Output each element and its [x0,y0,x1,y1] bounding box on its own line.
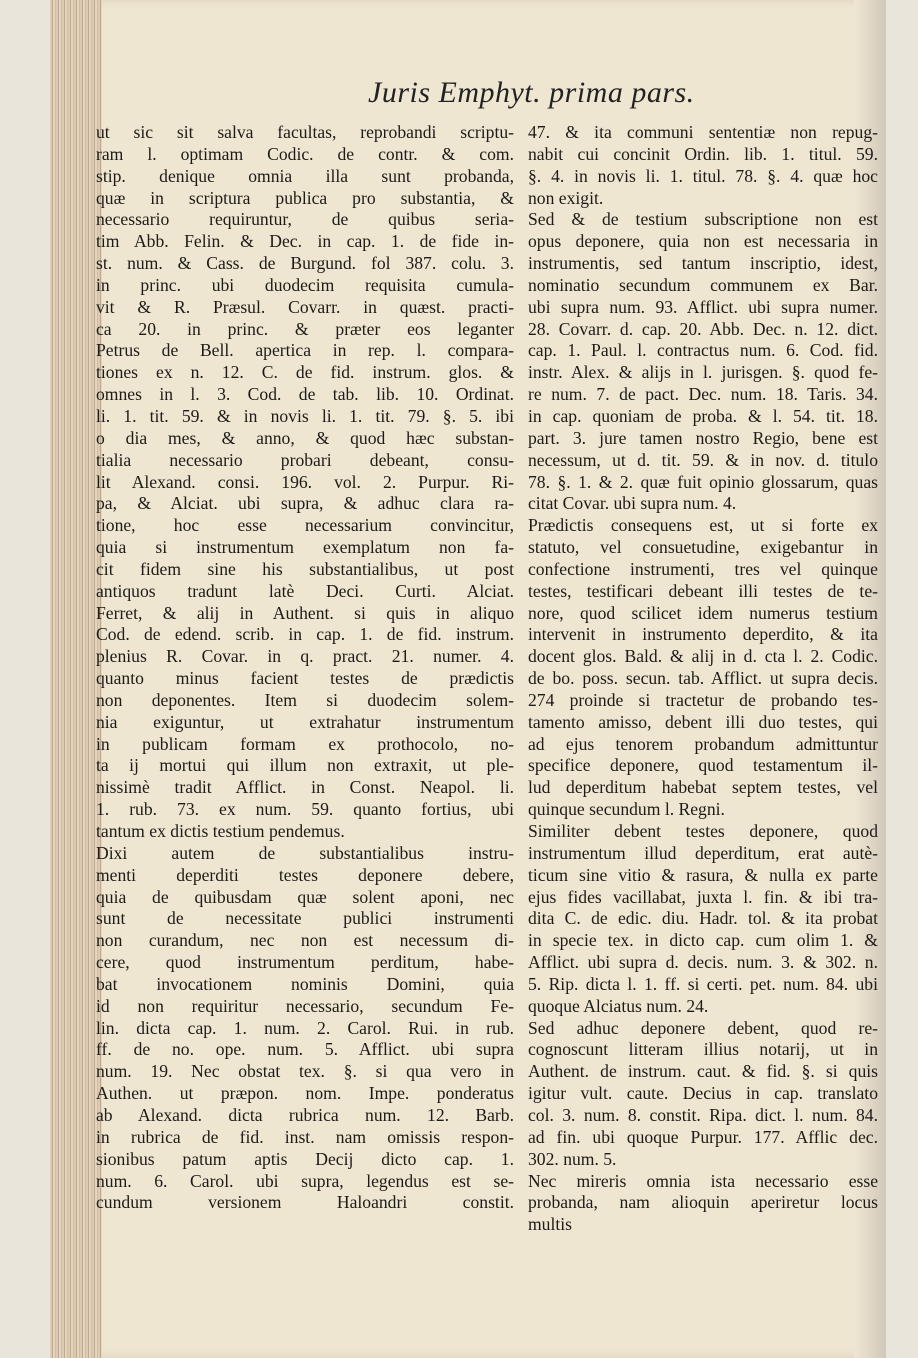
text-line: tione, hoc esse necessarium convincitur, [96,515,514,536]
text-line: menti deperditi testes deponere debere, [96,864,514,885]
text-line: 5. Rip. dicta l. 1. ff. si certi. pet. num. 84. ubi [528,973,878,994]
text-line: re num. 7. de pact. Dec. num. 18. Taris. 34. [528,384,878,405]
text-line: nia exiguntur, ut extrahatur instrumentum [96,711,514,732]
text-line: num. 6. Carol. ubi supra, legendus est se- [96,1170,514,1191]
text-line: in rubrica de fid. inst. nam omissis respon- [96,1126,514,1147]
text-line: ad ejus tenorem probandum admittuntur [528,733,878,754]
text-line: Sed adhuc deponere debent, quod re- [528,1017,878,1038]
text-line: dita C. de edic. diu. Hadr. tol. & ita probat [528,908,878,929]
text-line: ff. de no. ope. num. 5. Afflict. ubi supra [96,1039,514,1060]
text-line: necessum, ut d. tit. 59. & in nov. d. titulo [528,449,878,470]
text-line: stip. denique omnia illa sunt probanda, [96,165,514,186]
text-line: pa, & Alciat. ubi supra, & adhuc clara ra- [96,493,514,514]
text-line: 47. & ita communi sententiæ non repug- [528,122,878,142]
text-line: Authent. de instrum. caut. & fid. §. si quis [528,1061,878,1082]
text-line: ubi supra num. 93. Afflict. ubi supra numer. [528,296,878,317]
text-line: quia si instrumentum exemplatum non fa- [96,537,514,558]
text-line: specifice deponere, quod testamentum il- [528,755,878,776]
text-line: ut sic sit salva facultas, reprobandi scriptu- [96,122,514,142]
text-line: 1. rub. 73. ex num. 59. quanto fortius, ubi [96,799,514,820]
text-line: col. 3. num. 8. constit. Ripa. dict. l. num. 84. [528,1104,878,1125]
text-line: §. 4. in novis li. 1. titul. 78. §. 4. quæ hoc [528,165,878,186]
text-line: o dia mes, & anno, & quod hæc substan- [96,427,514,448]
text-line: 78. §. 1. & 2. quæ fuit opinio glossarum, quas [528,471,878,492]
text-line: confectione instrumenti, tres vel quinque [528,558,878,579]
text-line: Petrus de Bell. apertica in rep. l. compara- [96,340,514,361]
text-line: multis [528,1214,572,1235]
text-line: lin. dicta cap. 1. num. 2. Carol. Rui. in rub. [96,1017,514,1038]
text-line: intervenit in instrumento deperdito, & ita [528,624,878,645]
text-line: num. 19. Nec obstat tex. §. si qua vero in [96,1061,514,1082]
text-line: tantum ex dictis testium pendemus. [96,821,345,841]
text-line: lud deperditum habebat septem testes, vel [528,777,878,798]
text-line: non exigit. [528,187,604,208]
text-line: cere, quod instrumentum perditum, habe- [96,952,514,973]
text-line: cap. 1. Paul. l. contractus num. 6. Cod. fid. [528,340,878,361]
text-line: testes, testificari debeant illi testes de te- [528,580,878,601]
text-line: igitur vult. caute. Decius in cap. translato [528,1083,878,1104]
text-line: st. num. & Cass. de Burgund. fol 387. colu. 3. [96,253,514,274]
text-line: Ferret, & alij in Authent. si quis in aliquo [96,602,514,623]
text-line: non deponentes. Item si duodecim solem- [96,689,514,710]
text-line: instrumentis, sed tantum inscriptio, idest, [528,253,878,274]
text-line: li. 1. tit. 59. & in novis li. 1. tit. 79. §. 5. ibi [96,405,514,426]
text-line: vit & R. Præsul. Covarr. in quæst. practi- [96,296,514,317]
running-head: Juris Emphyt. prima pars. [368,76,695,109]
text-line: ca 20. in princ. & præter eos leganter [96,318,514,339]
page-gutter-edge [50,0,102,1358]
left-text-column [96,122,514,1214]
text-line: tiones ex n. 12. C. de fid. instrum. glos. & [96,362,514,383]
text-line: Similiter debent testes deponere, quod [528,821,878,841]
text-line: nominatio secundum communem ex Bar. [528,274,878,295]
text-line: Authen. ut præpon. nom. Impe. ponderatus [96,1083,514,1104]
text-line: docent glos. Bald. & alij in d. cta l. 2. Codic. [528,646,878,667]
text-line: statuto, vel consuetudine, exigebantur in [528,537,878,558]
text-line: nore, quod scilicet idem numerus testium [528,602,878,623]
text-line: tamento amisso, debent illi duo testes, qui [528,711,878,732]
text-line: quæ in scriptura publica pro substantia, & [96,187,514,208]
text-line: plenius R. Covar. in q. pract. 21. numer. 4. [96,646,514,667]
text-line: Cod. de edend. scrib. in cap. 1. de fid. instrum. [96,624,514,645]
text-line: lit Alexand. consi. 196. vol. 2. Purpur. Ri- [96,471,514,492]
text-line: instr. Alex. & alijs in l. jurisgen. §. quod fe- [528,362,878,383]
text-line: ta ij mortui qui illum non extraxit, ut ple- [96,755,514,776]
text-line: cundum versionem Haloandri constit. [96,1192,514,1213]
text-line: id non requiritur necessario, secundum Fe- [96,995,514,1016]
text-line: quinque secundum l. Regni. [528,799,725,820]
text-line: Prædictis consequens est, ut si forte ex [528,515,878,536]
text-line: necessario requiruntur, de quibus seria- [96,209,514,230]
text-line: bat invocationem nominis Domini, quia [96,973,514,994]
text-line: 302. num. 5. [528,1148,617,1169]
text-line: omnes in l. 3. Cod. de tab. lib. 10. Ordinat. [96,384,514,405]
text-line: opus deponere, quia non est necessaria in [528,231,878,252]
text-line: Dixi autem de substantialibus instru- [96,842,514,863]
right-text-column [528,122,878,1236]
text-line: Nec mireris omnia ista necessario esse [528,1170,878,1191]
text-line: part. 3. jure tamen nostro Regio, bene est [528,427,878,448]
text-line: 28. Covarr. d. cap. 20. Abb. Dec. n. 12. dict. [528,318,878,339]
text-line: citat Covar. ubi supra num. 4. [528,493,737,514]
text-line: ticum sine vitio & rasura, & nulla ex parte [528,864,878,885]
text-line: Sed & de testium subscriptione non est [528,209,878,230]
text-line: tim Abb. Felin. & Dec. in cap. 1. de fide in- [96,231,514,252]
text-line: de bo. poss. secun. tab. Afflict. ut supra decis. [528,668,878,689]
text-line: quanto minus facient testes de prædictis [96,668,514,689]
text-line: in publicam formam ex prothocolo, no- [96,733,514,754]
text-line: Afflict. ubi supra d. decis. num. 3. & 302. n. [528,952,878,973]
text-line: quia de quibusdam quæ solent aponi, nec [96,886,514,907]
text-line: quoque Alciatus num. 24. [528,995,709,1016]
text-line: cognoscunt litteram illius notarij, ut in [528,1039,878,1060]
text-line: nissimè tradit Afflict. in Const. Neapol. li. [96,777,514,798]
text-line: 274 proinde si tractetur de probando tes- [528,689,878,710]
text-line: sionibus patum aptis Decij dicto cap. 1. [96,1148,514,1169]
text-line: ab Alexand. dicta rubrica num. 12. Barb. [96,1104,514,1125]
text-line: cit fidem sine his substantialibus, ut post [96,558,514,579]
text-line: tialia necessario probari debeant, consu- [96,449,514,470]
text-line: ram l. optimam Codic. de contr. & com. [96,143,514,164]
text-line: non curandum, nec non est necessum di- [96,930,514,951]
text-line: in cap. quoniam de proba. & l. 54. tit. 18. [528,405,878,426]
text-line: ad fin. ubi quoque Purpur. 177. Afflic dec. [528,1126,878,1147]
text-line: sunt de necessitate publici instrumenti [96,908,514,929]
text-line: in princ. ubi duodecim requisita cumula- [96,274,514,295]
text-line: instrumentum illud deperditum, erat autè- [528,842,878,863]
text-line: nabit cui concinit Ordin. lib. 1. titul. 59. [528,143,878,164]
text-line: ejus fides vacillabat, juxta l. fin. & ibi tra- [528,886,878,907]
text-line: in specie tex. in dicto cap. cum olim 1. & [528,930,878,951]
text-line: probanda, nam alioquin aperiretur locus [528,1192,878,1213]
text-line: antiquos tradunt latè Deci. Curti. Alciat. [96,580,514,601]
